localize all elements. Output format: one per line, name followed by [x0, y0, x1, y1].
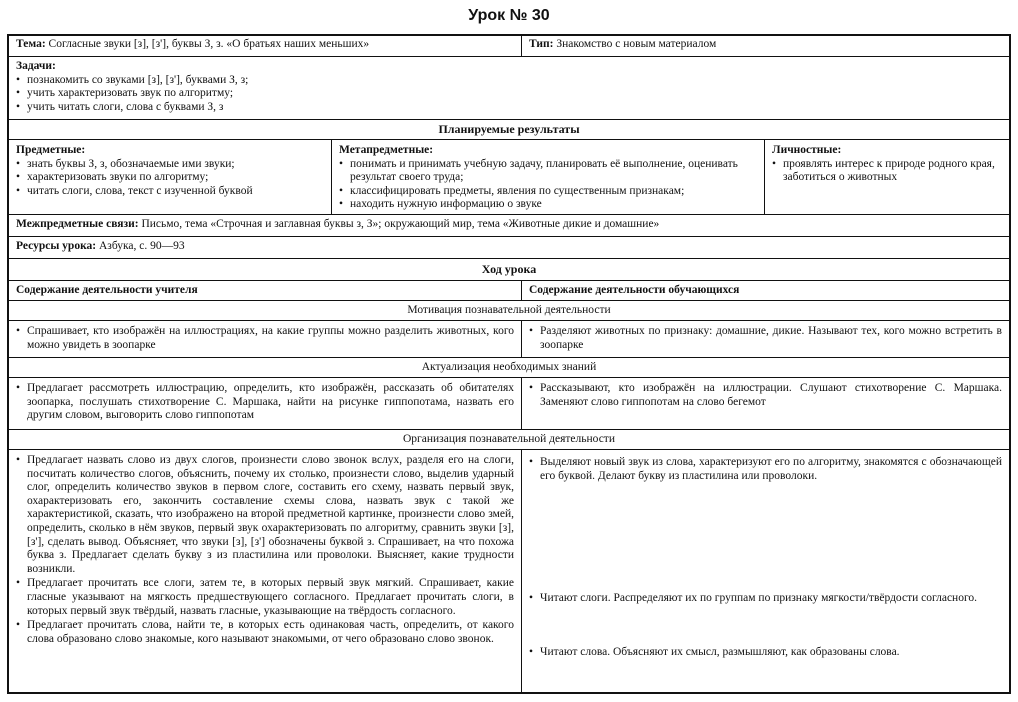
stage-title: Мотивация познавательной деятельности	[407, 304, 611, 316]
tasks-cell	[9, 57, 1009, 119]
list-item: • читать слоги, слова, текст с изученной буквой	[16, 185, 324, 199]
results-heading: Планируемые результаты	[438, 122, 580, 136]
list-item: • Читают слоги. Распределяют их по группам по признаку мягкости/твёрдости согласного.	[529, 592, 1002, 606]
list-item: • находить нужную информацию о звуке	[339, 198, 757, 212]
stage-title-row	[9, 357, 1009, 377]
student-activity	[521, 378, 1009, 429]
subject-results	[9, 140, 331, 214]
personal-results	[764, 140, 1009, 214]
tasks-row	[9, 56, 1009, 119]
stage-title: Организация познавательной деятельности	[403, 433, 615, 445]
list-item: • проявлять интерес к природе родного края, заботиться о животных	[772, 158, 1002, 185]
list-item: • Разделяют животных по признаку: домашние, дикие. Называют тех, кого можно встретить в зоопарке	[529, 325, 1002, 352]
list-item: • Читают слова. Объясняют их смысл, размышляют, как образованы слова.	[529, 646, 1002, 660]
list-item: • знать буквы З, з, обозначаемые ими звуки;	[16, 158, 324, 172]
resources-text: Азбука, с. 90—93	[98, 240, 185, 252]
col-teacher-header: Содержание деятельности учителя	[16, 284, 198, 296]
list-item: • Спрашивает, кто изображён на иллюстрациях, на какие группы можно разделить животных, кого можно увидеть в зоопарке	[16, 325, 514, 352]
list-item: • Предлагает назвать слово из двух слогов, произнести слово звонок вслух, разделя его на слоги, посчитать количество слогов, объяснить, почему их столько, произнести слово, выделив ударный слог, определить количество звуков в первом слоге, составить его схему, назвать первый звук, охарактеризовать его, закончить составление схемы слова, назвать звук с такой же характеристикой, сказать, что изображено на второй предметной картинке, произнести слово змей, определить, сколько в нём звуков, первый звук охарактеризовать по алгоритму, сравнить звуки [з], [з'], сделать вывод. Объясняет, что звуки [з], [з'] обозначены буквой з. Спрашивает, на что похожа буква з. Предлагает сделать букву з из пластилина или проволоки. Выясняет, какие трудности возникли.	[16, 454, 514, 576]
student-block	[529, 592, 1002, 606]
teacher-activity	[9, 378, 521, 429]
stage-content-row	[9, 320, 1009, 357]
page-title: Урок № 30	[468, 7, 550, 24]
list-item: • характеризовать звуки по алгоритму;	[16, 171, 324, 185]
meta-results	[331, 140, 764, 214]
list-item: • понимать и принимать учебную задачу, планировать её выполнение, оценивать результат своего труда;	[339, 158, 757, 185]
stage-title-row	[9, 300, 1009, 320]
list-item: • Выделяют новый звук из слова, характеризуют его по алгоритму, знакомятся с обозначающей его буквой. Делают букву из пластилина или проволоки.	[529, 456, 1002, 483]
columns-header-row	[9, 280, 1009, 300]
list-item: • учить читать слоги, слова с буквами З, з	[16, 101, 1002, 115]
topic-row	[9, 36, 1009, 56]
list-item: • Предлагает прочитать слова, найти те, в которых есть одинаковая часть, определить, от какого слова образовано слово знакомые, кого называют знакомыми, от чего образовано слово звонок.	[16, 619, 514, 646]
results-heading-row	[9, 119, 1009, 139]
resources-label: Ресурсы урока:	[16, 240, 97, 252]
stage-content-row	[9, 377, 1009, 429]
list-item: • Предлагает рассмотреть иллюстрацию, определить, кто изображён, рассказать об обитателях зоопарка, послушать стихотворение С. Маршака, найти на рисунке гиппопотама, назвать его другим словом, выговорить слово гиппопотам	[16, 382, 514, 423]
interdisciplinary-label: Межпредметные связи:	[16, 218, 139, 230]
stage-title: Актуализация необходимых знаний	[421, 361, 597, 373]
meta-label: Метапредметные:	[339, 144, 434, 156]
resources-row	[9, 236, 1009, 258]
interdisciplinary-cell	[9, 215, 1009, 236]
student-block	[529, 456, 1002, 483]
results-row	[9, 139, 1009, 214]
personal-label: Личностные:	[772, 144, 842, 156]
list-item: • познакомить со звуками [з], [з'], буквами З, з;	[16, 74, 1002, 88]
type-label: Тип:	[529, 38, 554, 50]
list-item: • Рассказывают, кто изображён на иллюстрации. Слушают стихотворение С. Маршака. Заменяют слово гиппопотам на слово бегемот	[529, 382, 1002, 409]
teacher-activity	[9, 450, 521, 692]
tasks-label: Задачи:	[16, 60, 56, 72]
list-item: • классифицировать предметы, явления по существенным признакам;	[339, 185, 757, 199]
list-item: • Предлагает прочитать все слоги, затем те, в которых первый звук мягкий. Спрашивает, какие гласные указывают на мягкость предшествующего согласного. Предлагает прочитать слоги, в которых первый звук твёрдый, назвать гласные, указывающие на твёрдость согласного.	[16, 577, 514, 618]
tasks-list	[16, 74, 1002, 115]
resources-cell	[9, 237, 1009, 258]
subject-label: Предметные:	[16, 144, 86, 156]
teacher-activity	[9, 321, 521, 357]
lesson-table	[7, 34, 1011, 694]
col-students-header: Содержание деятельности обучающихся	[521, 281, 1009, 300]
course-heading: Ход урока	[481, 262, 537, 276]
topic-cell	[9, 36, 521, 56]
type-text: Знакомство с новым материалом	[556, 38, 717, 50]
stage-content-row	[9, 449, 1009, 692]
type-cell	[521, 36, 1009, 56]
interdisciplinary-row	[9, 214, 1009, 236]
list-item: • учить характеризовать звук по алгоритму;	[16, 87, 1002, 101]
course-heading-row	[9, 258, 1009, 280]
student-activity	[521, 450, 1009, 692]
student-block	[529, 646, 1002, 660]
student-activity	[521, 321, 1009, 357]
interdisciplinary-text: Письмо, тема «Строчная и заглавная буквы з, З»; окружающий мир, тема «Животные дикие и домашние»	[141, 218, 660, 230]
topic-text: Согласные звуки [з], [з'], буквы З, з. «О братьях наших меньших»	[48, 38, 370, 50]
stage-title-row	[9, 429, 1009, 449]
topic-label: Тема:	[16, 38, 46, 50]
